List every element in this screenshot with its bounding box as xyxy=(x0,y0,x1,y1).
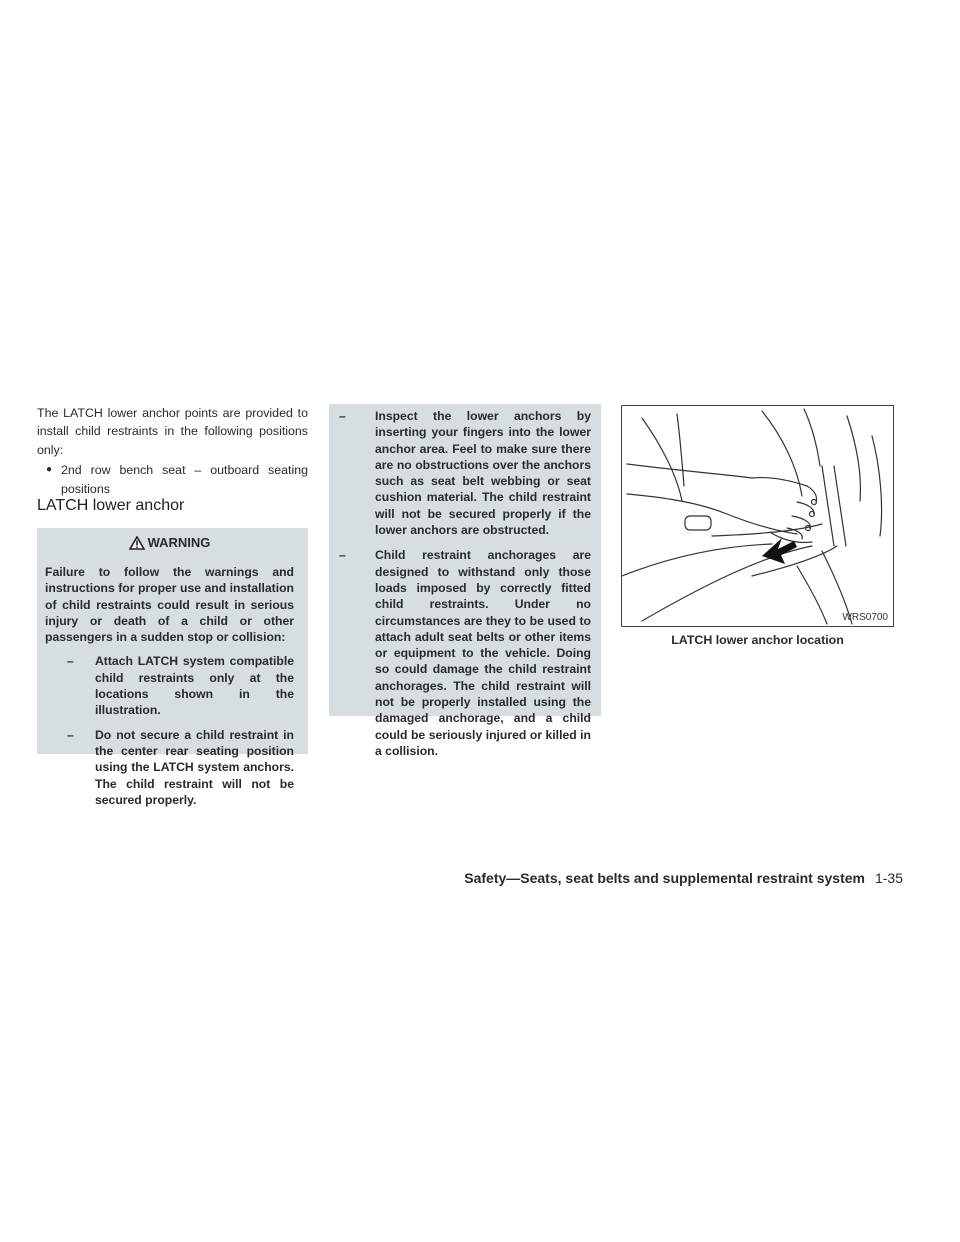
intro-block xyxy=(37,404,308,498)
section-heading: LATCH lower anchor xyxy=(37,497,185,514)
bullet-text: 2nd row bench seat – outboard seating positions xyxy=(61,463,308,496)
dash-marker: – xyxy=(67,654,74,669)
warning-title-text: WARNING xyxy=(147,535,211,550)
intro-paragraph: The LATCH lower anchor points are provided to install child restraints in the following positions only: xyxy=(37,406,308,457)
warning-lead: Failure to follow the warnings and instructions for proper use and installation of child restraints could result in serious injury or death of a child or other passengers in a sudden stop or collision: xyxy=(45,565,294,645)
warning-box xyxy=(37,528,308,807)
warning-box-continued xyxy=(329,404,601,758)
warning-item xyxy=(339,547,591,759)
bullet-dot: ● xyxy=(45,464,53,476)
warning-item xyxy=(45,727,294,808)
warning-item-text: Inspect the lower anchors by inserting your fingers into the lower anchor area. Feel to make sure there are no obstructions over the anchors such as seat belt webbing or seat cushion material. The child restraint will not be secured properly if the lower anchors are obstructed. xyxy=(375,409,591,538)
warning-item-text: Attach LATCH system compatible child restraints only at the locations shown in the illustration. xyxy=(95,654,294,718)
seat-anchor-drawing xyxy=(622,406,893,626)
warning-item-text: Child restraint anchorages are designed to withstand only those loads imposed by correctly fitted child restraints. Under no circumstances are they to be used to attach adult seat belts or other items or equipment to the vehicle. Doing so could damage the child restraint anchorages. The child restraint will not be properly installed using the damaged anchorage, and a child could be seriously injured or killed in a collision. xyxy=(375,548,591,758)
warning-item-text: Do not secure a child restraint in the center rear seating position using the LATCH system anchors. The child restraint will not be secured properly. xyxy=(95,727,294,807)
warning-item xyxy=(339,408,591,538)
dash-marker: – xyxy=(339,409,346,423)
bullet-item xyxy=(37,461,308,498)
dash-marker: – xyxy=(67,727,74,742)
figure-caption: LATCH lower anchor location xyxy=(671,633,844,647)
figure-code: WRS0700 xyxy=(842,612,888,623)
page-number: 1-35 xyxy=(874,870,903,886)
footer-section-title: Safety—Seats, seat belts and supplemental restraint system xyxy=(464,870,865,886)
warning-triangle-icon xyxy=(129,536,145,550)
latch-illustration xyxy=(621,405,894,627)
dash-marker: – xyxy=(339,548,346,563)
warning-title xyxy=(45,535,294,550)
page-footer xyxy=(464,870,903,886)
warning-item xyxy=(45,653,294,718)
